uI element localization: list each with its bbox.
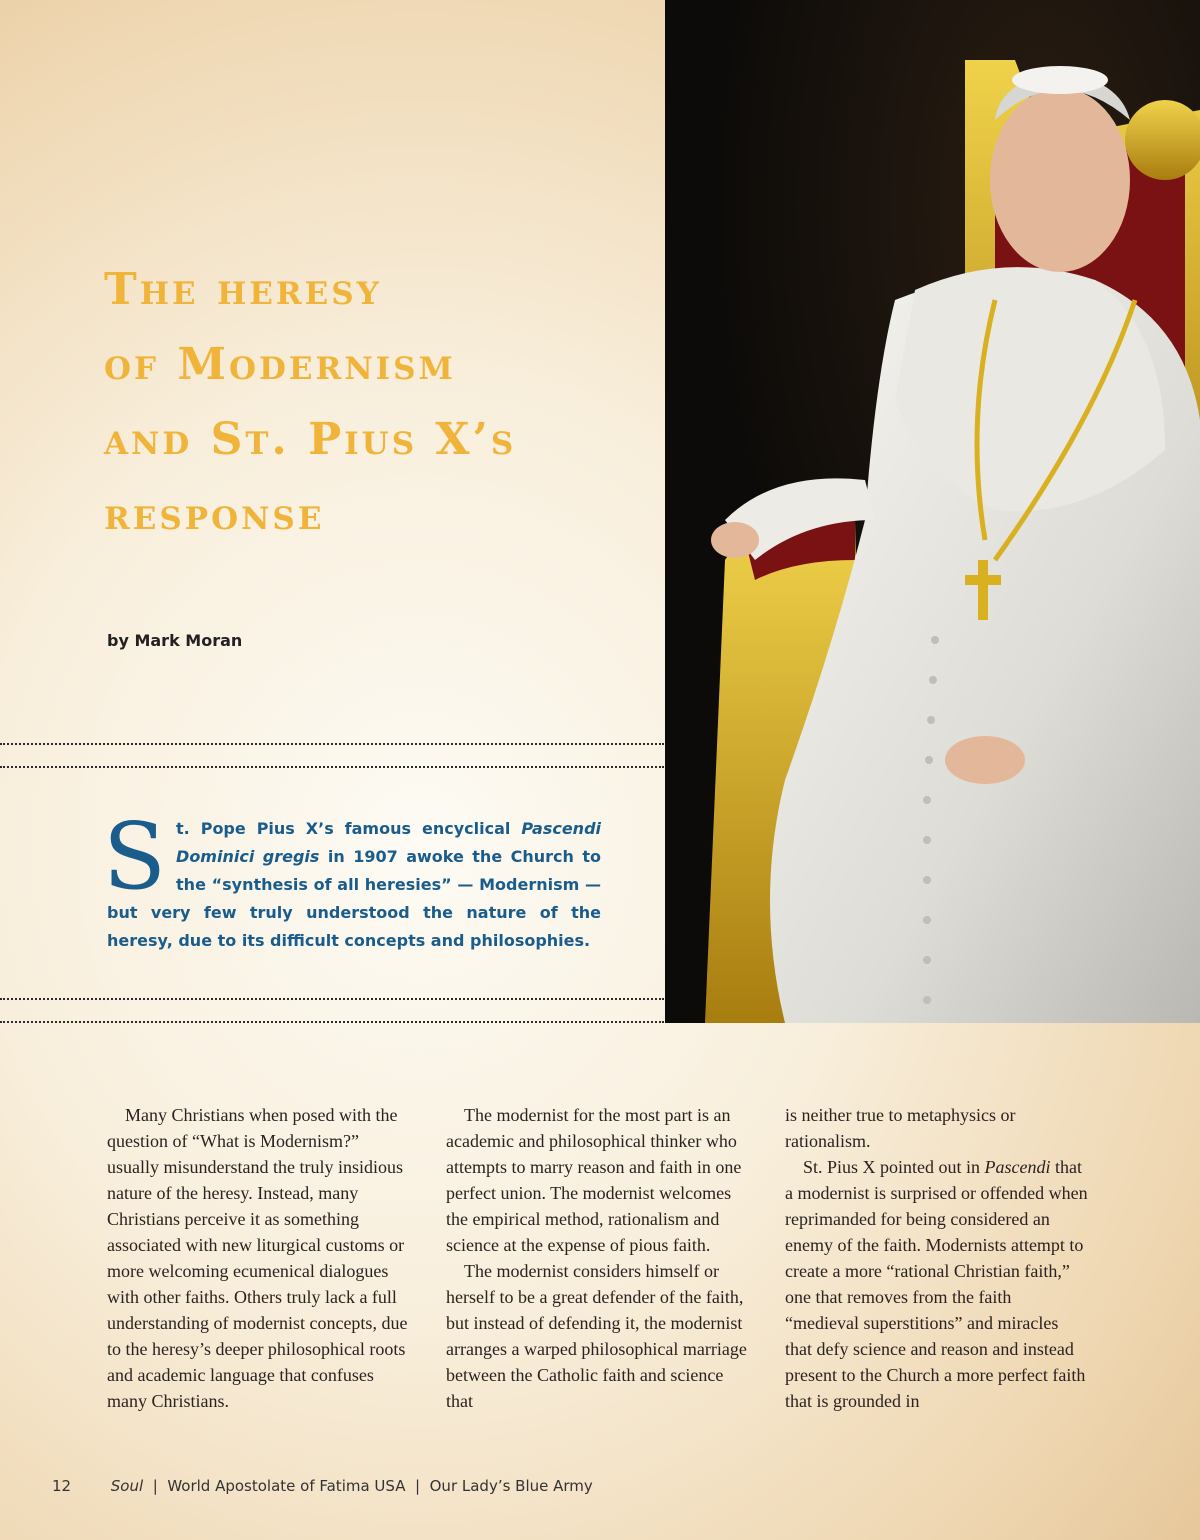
body-column-1	[107, 1102, 411, 1414]
body-paragraph	[785, 1154, 1089, 1414]
article-title	[104, 252, 644, 552]
portrait-photo	[665, 0, 1200, 1023]
dotted-divider	[0, 766, 664, 768]
body-text: that a modernist is surprised or offended when reprimanded for being considered an enemy of the faith. Modernists attempt to create a more “rational Christian faith,” one that removes from the faith “medieval superstitions” and miracles that defy science and reason and instead present to the Church a more perfect faith that is grounded in	[785, 1157, 1088, 1411]
magazine-subtitle: Our Lady’s Blue Army	[429, 1477, 593, 1495]
footer-separator: |	[415, 1477, 421, 1495]
encyclical-title: Pascendi Dominici gregis	[176, 819, 601, 866]
body-column-3	[785, 1102, 1089, 1414]
body-paragraph: The modernist considers himself or herself to be a great defender of the faith, but instead of defending it, the modernist arranges a warped philosophical marriage between the Catholic faith and science that	[446, 1261, 747, 1411]
page-number: 12	[52, 1477, 72, 1495]
title-line: and St. Pius X’s	[104, 414, 517, 465]
footer-separator: |	[152, 1477, 158, 1495]
intro-paragraph	[103, 803, 602, 955]
drop-cap: S	[103, 803, 167, 910]
dotted-divider	[0, 1021, 664, 1023]
portrait-pope-on-throne-icon	[665, 0, 1200, 1023]
title-line: response	[104, 489, 325, 540]
body-paragraph: is neither true to metaphysics or rationalism.	[785, 1105, 1016, 1151]
body-paragraph: Many Christians when posed with the question of “What is Modernism?” usually misunderstand the truly insidious nature of the heresy. Instead, many Christians perceive it as something associated with new liturgical customs or more welcoming ecumenical dialogues with other faiths. Others truly lack a full understanding of modernist concepts, due to the heresy’s deeper philosophical roots and academic language that confuses many Christians.	[107, 1105, 408, 1411]
publisher-name: World Apostolate of Fatima USA	[167, 1477, 406, 1495]
encyclical-title: Pascendi	[984, 1157, 1051, 1177]
byline: by Mark Moran	[107, 631, 243, 650]
body-paragraph: The modernist for the most part is an academic and philosophical thinker who attempts to marry reason and faith in one perfect union. The modernist welcomes the empirical method, rationalism and science at the expense of pious faith.	[446, 1105, 742, 1255]
body-column-2	[446, 1102, 750, 1414]
title-line: of Modernism	[104, 339, 456, 390]
intro-text: t. Pope Pius X’s famous encyclical	[176, 819, 522, 838]
intro-text: in 1907 awoke the Church to the “synthesis of all heresies” — Modernism — but very few truly understood the nature of the heresy, due to its difficult concepts and philosophies.	[107, 847, 602, 950]
body-text: St. Pius X pointed out in	[803, 1157, 985, 1177]
page-footer	[52, 1477, 593, 1495]
dotted-divider	[0, 743, 664, 745]
dotted-divider	[0, 998, 664, 1000]
title-line: The heresy	[104, 264, 382, 315]
magazine-name: Soul	[110, 1477, 144, 1495]
